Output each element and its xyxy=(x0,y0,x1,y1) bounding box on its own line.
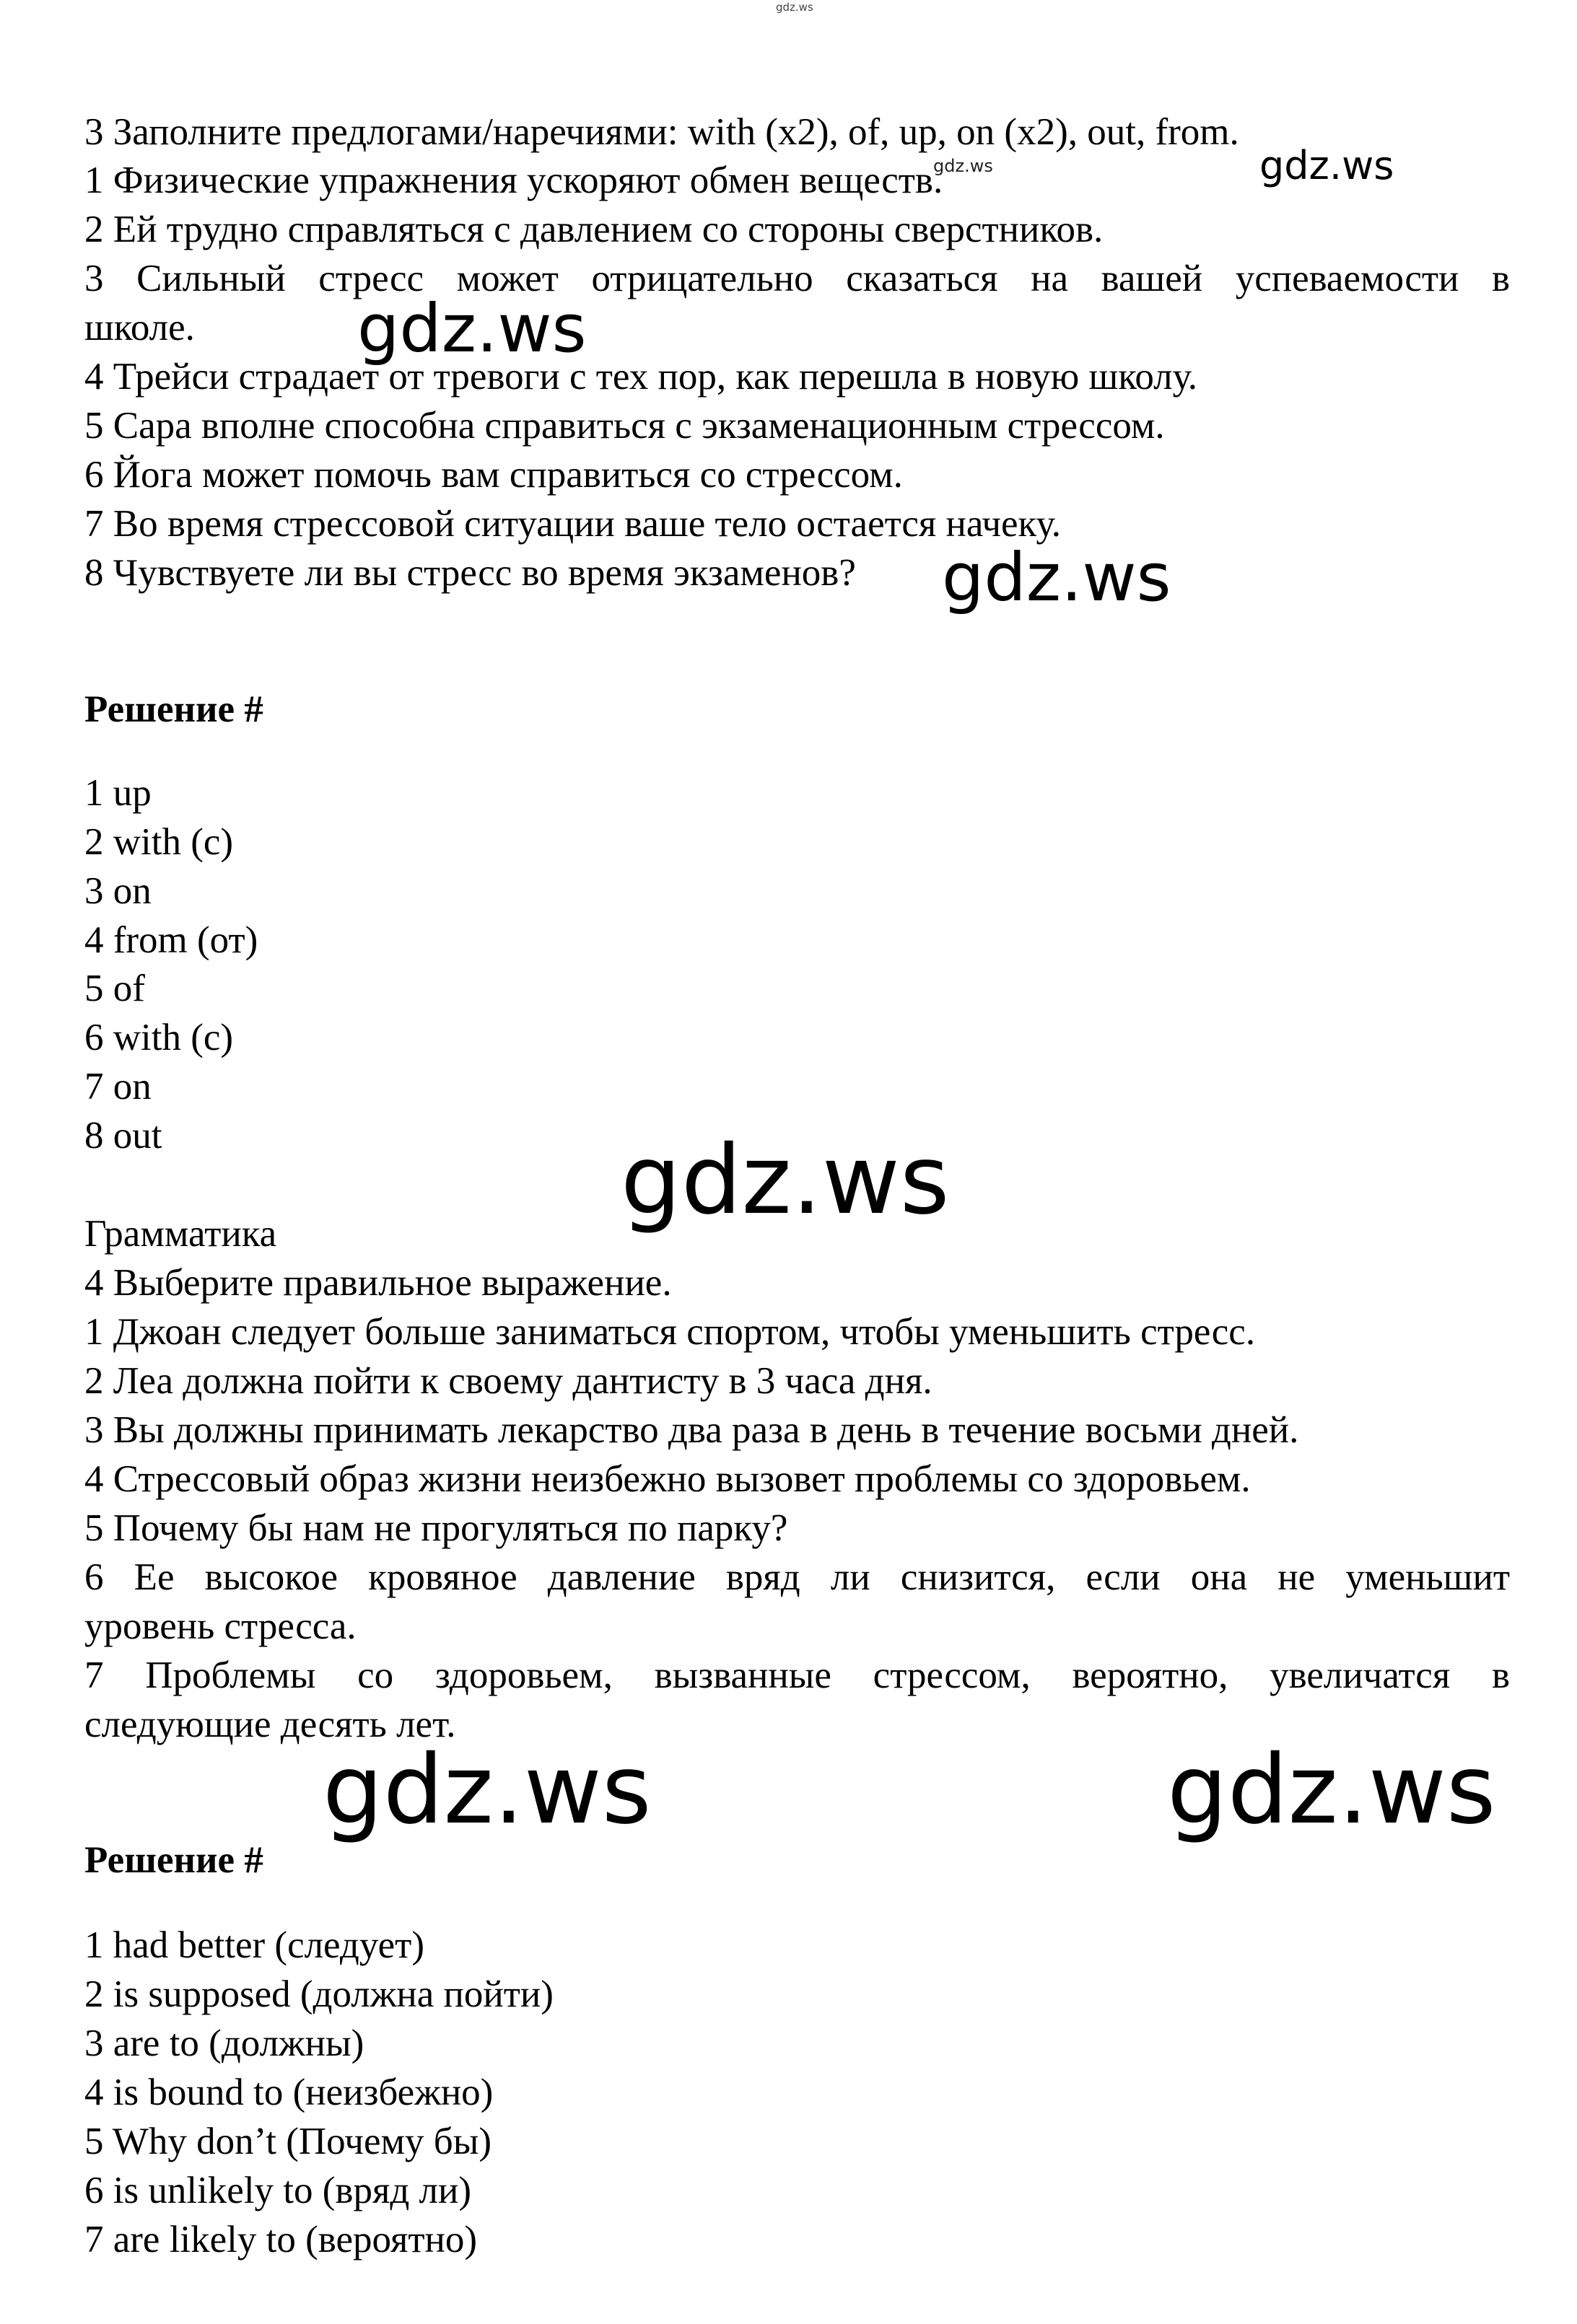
exercise-4-item-1: 1 Джоан следует больше заниматься спортом, чтобы уменьшить стресс. xyxy=(84,1311,1256,1353)
watermark-top-right: gdz.ws xyxy=(1259,143,1394,188)
exercise-3-item-3: 3 Сильный стресс может отрицательно сказаться на вашей успеваемости в xyxy=(84,258,1510,299)
exercise-4-item-7-cont: следующие десять лет. xyxy=(84,1703,456,1745)
solution-2-answer: 6 is unlikely to (вряд ли) xyxy=(84,2170,472,2211)
solution-1-answer: 4 from (от) xyxy=(84,919,258,961)
exercise-3-item-2: 2 Ей трудно справляться с давлением со стороны сверстников. xyxy=(84,209,1104,250)
exercise-3-item-5: 5 Сара вполне способна справиться с экзаменационным стрессом. xyxy=(84,405,1165,447)
exercise-3-item-6: 6 Йога может помочь вам справиться со стрессом. xyxy=(84,454,903,496)
watermark-center: gdz.ws xyxy=(621,1125,950,1236)
exercise-4-item-4: 4 Стрессовый образ жизни неизбежно вызовет проблемы со здоровьем. xyxy=(84,1458,1251,1500)
solution-1-answer: 8 out xyxy=(84,1115,162,1157)
solution-1-answer: 5 of xyxy=(84,968,145,1009)
watermark-small-inline: gdz.ws xyxy=(933,156,993,176)
exercise-4-item-3: 3 Вы должны принимать лекарство два раза в день в течение восьми дней. xyxy=(84,1409,1299,1451)
exercise-3-title: 3 Заполните предлогами/наречиями: with (x2), of, up, on (x2), out, from. xyxy=(84,111,1239,153)
exercise-4-item-5: 5 Почему бы нам не прогуляться по парку? xyxy=(84,1507,788,1549)
solution-2-heading: Решение # xyxy=(84,1839,263,1881)
exercise-3-item-7: 7 Во время стрессовой ситуации ваше тело остается начеку. xyxy=(84,503,1061,545)
solution-2-answer: 3 are to (должны) xyxy=(84,2022,364,2064)
exercise-3-item-4: 4 Трейси страдает от тревоги с тех пор, как перешла в новую школу. xyxy=(84,356,1198,398)
exercise-4-item-6: 6 Ее высокое кровяное давление вряд ли снизится, если она не уменьшит xyxy=(84,1556,1510,1598)
exercise-3-item-8: 8 Чувствуете ли вы стресс во время экзаменов? xyxy=(84,552,856,594)
exercise-3-item-1: 1 Физические упражнения ускоряют обмен веществ. xyxy=(84,159,943,201)
solution-1-answer: 2 with (с) xyxy=(84,821,234,863)
solution-1-answer: 6 with (с) xyxy=(84,1017,234,1058)
solution-2-answer: 5 Why don’t (Почему бы) xyxy=(84,2121,492,2162)
solution-2-answer: 1 had better (следует) xyxy=(84,1924,424,1966)
solution-1-answer: 3 on xyxy=(84,870,152,912)
solution-1-answer: 1 up xyxy=(84,772,152,814)
solution-2-answer: 2 is supposed (должна пойти) xyxy=(84,1973,554,2015)
exercise-3-item-3-cont: школе. xyxy=(84,307,195,348)
watermark-upper-left: gdz.ws xyxy=(357,290,587,367)
exercise-4-item-7: 7 Проблемы со здоровьем, вызванные стрессом, вероятно, увеличатся в xyxy=(84,1654,1510,1696)
watermark-after-question-8: gdz.ws xyxy=(942,539,1171,616)
solution-2-answer: 4 is bound to (неизбежно) xyxy=(84,2071,494,2113)
solution-1-heading: Решение # xyxy=(84,688,263,730)
solution-1-answer: 7 on xyxy=(84,1066,152,1108)
watermark-top-center: gdz.ws xyxy=(776,1,813,14)
watermark-lower-right: gdz.ws xyxy=(1167,1735,1496,1846)
exercise-4-item-6-cont: уровень стресса. xyxy=(84,1605,357,1647)
exercise-4-title: 4 Выберите правильное выражение. xyxy=(84,1262,672,1304)
solution-2-answer: 7 are likely to (вероятно) xyxy=(84,2219,478,2261)
watermark-lower-left: gdz.ws xyxy=(323,1735,652,1846)
grammar-heading: Грамматика xyxy=(84,1213,277,1255)
exercise-4-item-2: 2 Леа должна пойти к своему дантисту в 3 часа дня. xyxy=(84,1360,932,1402)
